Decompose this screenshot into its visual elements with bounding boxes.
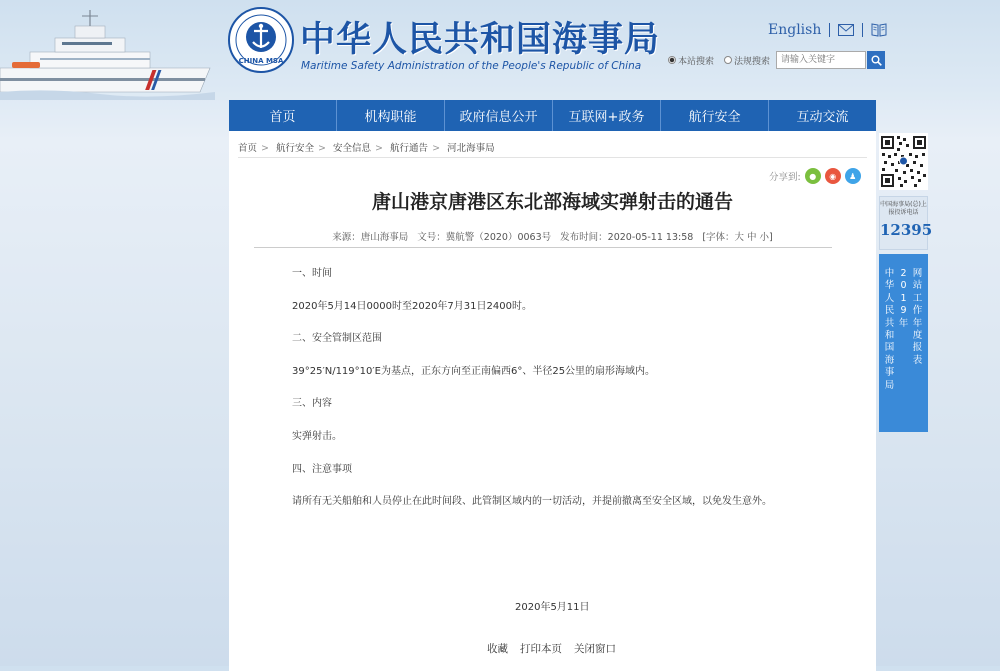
report-title-org: 中华人民共和国海事局 (884, 268, 895, 391)
section-heading-time: 一、时间 (292, 268, 332, 279)
paragraph-time: 2020年5月14日0000时至2020年7月31日2400时。 (292, 300, 532, 312)
site-title[interactable]: 中华人民共和国海事局 (300, 20, 661, 60)
site-search-label: 本站搜索 (678, 56, 715, 67)
print-link[interactable]: 打印本页 (520, 643, 562, 655)
divider (238, 157, 867, 158)
law-search-label: 法规搜索 (734, 56, 771, 67)
qq-icon[interactable]: ♟ (845, 168, 861, 184)
meta-source: 来源：唐山海事局 (332, 232, 409, 243)
search-input[interactable] (776, 51, 866, 69)
mail-icon[interactable] (838, 24, 854, 36)
nav-item-home[interactable]: 首页 (229, 100, 337, 131)
share-label: 分享到: (769, 172, 801, 183)
breadcrumb-hebei-msa[interactable]: 河北海事局 (447, 143, 495, 154)
english-link[interactable]: English (768, 22, 822, 38)
nav-item-internet-gov[interactable]: 互联网+政务 (553, 100, 661, 131)
site-subtitle: Maritime Safety Administration of the People's Republic of China (301, 60, 642, 72)
report-title-report: 网站工作年度报表 (912, 268, 923, 366)
breadcrumb-safety-info[interactable]: 安全信息 (333, 143, 372, 154)
meta-date: 发布时间：2020-05-11 13:58 (560, 232, 694, 243)
signature-date: 2020年5月11日 (515, 602, 590, 613)
section-heading-content: 三、内容 (292, 398, 332, 410)
meta-doc-no: 文号：冀航警（2020）0063号 (417, 232, 552, 243)
close-window-link[interactable]: 关闭窗口 (574, 643, 616, 655)
divider (829, 23, 830, 37)
site-header (0, 0, 1000, 100)
report-title-year: 2019年 (898, 268, 909, 329)
paragraph-content: 实弹射击。 (292, 430, 342, 442)
svg-text:CHINA MSA: CHINA MSA (238, 57, 284, 65)
nav-item-navigation-safety[interactable]: 航行安全 (661, 100, 769, 131)
ship-illustration (0, 8, 215, 100)
search-button[interactable] (867, 51, 885, 69)
main-nav (229, 100, 876, 131)
book-icon[interactable] (871, 23, 887, 37)
nav-item-gov-info[interactable]: 政府信息公开 (445, 100, 553, 131)
msa-emblem-logo (228, 7, 294, 73)
section-heading-notes: 四、注意事项 (292, 463, 352, 475)
radio-law-search[interactable] (724, 56, 732, 64)
paragraph-notes: 请所有无关船舶和人员停止在此时间段、此管制区域内的一切活动，并提前撤离至安全区域，以免发生意外。 (292, 496, 772, 508)
article-body (292, 269, 852, 530)
article-meta (229, 229, 876, 243)
annual-report-banner[interactable] (879, 254, 928, 432)
content-panel (229, 131, 876, 671)
qr-code (879, 133, 928, 190)
nav-item-interaction[interactable]: 互动交流 (796, 110, 849, 125)
section-heading-area: 二、安全管制区范围 (292, 333, 382, 345)
paragraph-area: 39°25′N/119°10′E为基点，正东方向至正南偏西6°、半径25公里的扇形海域内。 (292, 365, 656, 377)
hotline-number: 12395 (880, 221, 933, 239)
favorite-link[interactable]: 收藏 (487, 643, 508, 655)
divider (862, 23, 863, 37)
breadcrumb-navigation-safety[interactable]: 航行安全 (276, 143, 315, 154)
article-title: 唐山港京唐港区东北部海域实弹射击的通告 (371, 191, 733, 213)
nav-item-functions[interactable]: 机构职能 (337, 100, 445, 131)
top-links (768, 22, 887, 38)
hotline-caption: 中国海事局(总)上报投诉电话 (880, 201, 927, 216)
breadcrumb-notices[interactable]: 航行通告 (390, 143, 429, 154)
weibo-icon[interactable]: ◉ (825, 168, 841, 184)
breadcrumb-home[interactable]: 首页 (238, 143, 258, 154)
breadcrumb: 首页 > 航行安全 > 安全信息 > 航行通告 > 河北海事局 (238, 143, 495, 154)
search-icon (871, 55, 882, 66)
search-area (668, 51, 885, 69)
share-bar (769, 168, 861, 184)
radio-site-search[interactable] (668, 56, 676, 64)
article-actions (487, 641, 616, 656)
font-size-control[interactable]: [字体：大 中 小] (702, 232, 773, 243)
wechat-icon[interactable]: ● (805, 168, 821, 184)
divider (254, 247, 832, 248)
hotline-banner[interactable] (879, 196, 933, 250)
